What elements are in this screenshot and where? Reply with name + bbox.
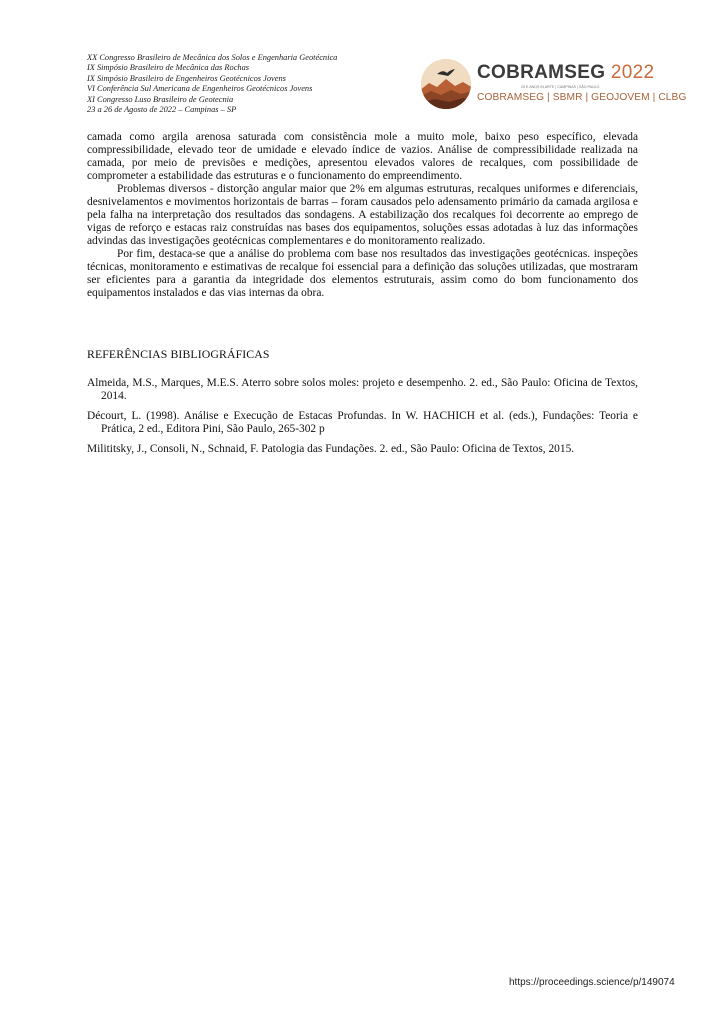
header-line: 23 a 26 de Agosto de 2022 – Campinas – SP <box>87 105 237 115</box>
references-heading: REFERÊNCIAS BIBLIOGRÁFICAS <box>87 347 270 361</box>
logo-emblem-icon <box>419 57 473 111</box>
cobramseg-logo <box>419 57 687 111</box>
footer-url[interactable]: https://proceedings.science/p/149074 <box>509 977 675 988</box>
header-line: VI Conferência Sul Americana de Engenheiros Geotécnicos Jovens <box>87 84 313 94</box>
logo-subtitle: COBRAMSEG | SBMR | GEOJOVEM | CLBG <box>477 92 687 103</box>
header-line: IX Simpósio Brasileiro de Engenheiros Geotécnicos Jovens <box>87 73 286 83</box>
reference-item: Milititsky, J., Consoli, N., Schnaid, F. Patologia das Fundações. 2. ed., São Paulo: Oficina de Textos, 2015. <box>87 442 575 455</box>
logo-tagline: 20 E ANOS IN ARTE | CAMPINAS | SÃO PAULO <box>521 85 600 89</box>
references-list <box>87 377 638 462</box>
header-line: XX Congresso Brasileiro de Mecânica dos Solos e Engenharia Geotécnica <box>87 53 338 62</box>
conference-header <box>87 53 417 115</box>
paragraph: Por fim, destaca-se que a análise do problema com base nos resultados das investigações geotécnicas. inspeções técnicas, monitoramento e estimativas de recalque foi essencial para a definição das soluções utilizadas, que mostraram ser eficientes para a garantia da integridade dos elementos estruturais, assim como do bom funcionamento dos equipamentos instalados e das vias internas da obra. <box>87 248 638 299</box>
paragraph: camada como argila arenosa saturada com consistência mole a muito mole, baixo peso específico, elevada compressibilidade, elevado teor de umidade e elevado índice de vazios. Análise de compressibilidade realizada na camada, por meio de previsões e medições, apresentou elevados valores de recalques, com possibilidade de comprometer a estabilidade das estruturas e o funcionamento do empreendimento. <box>87 131 638 182</box>
body-text <box>87 131 638 300</box>
header-line: IX Simpósio Brasileiro de Mecânica das Rochas <box>87 63 250 73</box>
logo-title <box>477 62 654 84</box>
header-line: XI Congresso Luso Brasileiro de Geotecnia <box>87 94 234 104</box>
reference-item: Décourt, L. (1998). Análise e Execução de Estacas Profundas. In W. HACHICH et al. (eds.), Fundações: Teoria e Prática, 2 ed., Editora Pini, São Paulo, 265-302 p <box>87 409 638 436</box>
logo-year: 2022 <box>610 62 655 83</box>
logo-name: COBRAMSEG <box>477 62 606 83</box>
reference-item: Almeida, M.S., Marques, M.E.S. Aterro sobre solos moles: projeto e desempenho. 2. ed., São Paulo: Oficina de Textos, 2014. <box>87 377 638 403</box>
paragraph: Problemas diversos - distorção angular maior que 2% em algumas estruturas, recalques uniformes e diferenciais, desnivelamentos e movimentos horizontais de barras – foram causados pelo adensamento primário da camada argilosa e pela falha na interpretação dos resultados das sondagens. A estabilização dos recalques foi decorrente ao emprego de vigas de reforço e estacas raiz construídas nas bases dos equipamentos, soluções essas adotadas à luz das informações advindas das investigações geotécnicas complementares e do monitoramento realizado. <box>87 183 638 247</box>
